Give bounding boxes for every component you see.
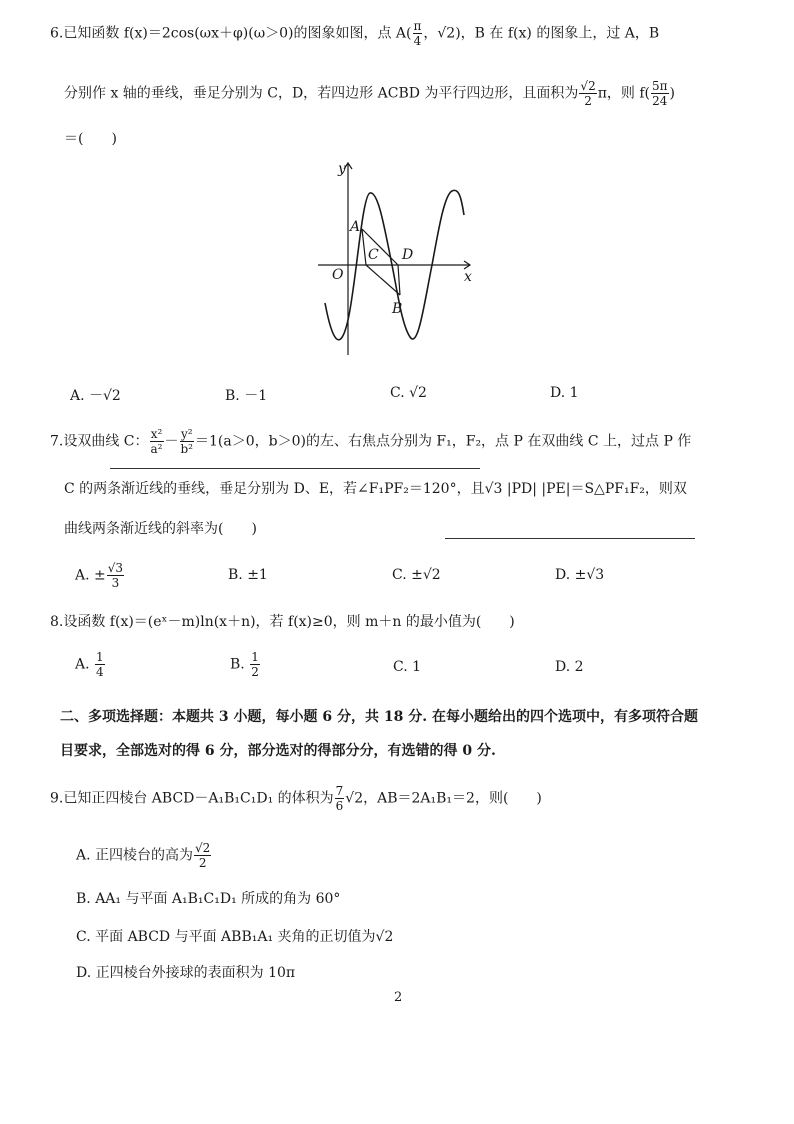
q7-option-a: A. ± $\frac{√3}{3}$: [75, 561, 124, 590]
q6-line2-end: ): [669, 85, 675, 102]
q7-line1-post: ＝1(a＞0，b＞0)的左、右焦点分别为 F₁，F₂，点 P 在双曲线 C 上，过点 P 作: [195, 433, 692, 450]
q9-option-b: B. AA₁ 与平面 A₁B₁C₁D₁ 所成的角为 60°: [76, 891, 341, 907]
q7-option-d: D. ±√3: [555, 567, 605, 583]
label-x: x: [464, 269, 472, 285]
q6-point-frac: $\frac{\pi}{4}$: [413, 19, 422, 48]
label-c: C: [368, 247, 379, 263]
q6-cosine-graph: [310, 155, 490, 365]
label-a: A: [350, 219, 361, 235]
label-y: y: [338, 161, 346, 177]
q6-line2-mid: π，则 f(: [597, 85, 650, 102]
q6-area-frac: $\frac{√2}{2}$: [580, 79, 596, 108]
q6-option-a: A. －√2: [70, 388, 121, 404]
page-number: 2: [394, 990, 403, 1005]
q6-text: 6.已知函数: [50, 25, 124, 42]
q8-option-b: B. $\frac{1}{2}$: [230, 650, 259, 679]
q9-vol-frac: $\frac{7}{6}$: [335, 784, 344, 813]
section2-line2: 目要求，全部选对的得 6 分，部分选对的得部分分，有选错的得 0 分.: [60, 743, 496, 759]
q8-line1: 8.设函数 f(x)＝(eˣ－m)ln(x＋n)，若 f(x)≥0，则 m＋n 的最小值为( ): [50, 614, 515, 630]
q6-line2-text: 分别作 x 轴的垂线，垂足分别为 C，D，若四边形 ACBD 为平行四边形，且面积为: [64, 85, 579, 102]
q6-line1: [50, 20, 659, 47]
q7-option-b: B. ±1: [228, 567, 268, 583]
q6-fx: f(x): [123, 25, 148, 42]
q6-eq: ＝2cos(ωx＋φ)(ω＞0)的图象如图，点 A(: [147, 25, 412, 42]
scan-artifact-line-2: [445, 538, 695, 539]
label-d: D: [402, 247, 414, 263]
q6-option-c: C. √2: [390, 385, 427, 401]
q6-point-rest: ，√2)，B 在 f(x) 的图象上，过 A，B: [423, 25, 660, 42]
q7-line3: 曲线两条渐近线的斜率为( ): [64, 521, 257, 537]
q7-option-c: C. ±√2: [392, 567, 441, 583]
label-b: B: [392, 301, 403, 317]
q9-text: 9.已知正四棱台 ABCD－A₁B₁C₁D₁ 的体积为: [50, 790, 334, 807]
q7-line1: [50, 428, 691, 455]
q6-line3: [64, 128, 117, 150]
q7-frac-x: $\frac{\text{x²}}{\text{a²}}$: [150, 427, 163, 456]
q9-option-c: C. 平面 ABCD 与平面 ABB₁A₁ 夹角的正切值为√2: [76, 929, 394, 945]
q9-line1: [50, 785, 542, 812]
scan-artifact-line: [110, 468, 480, 469]
q6-answer-blank: ＝( ): [64, 131, 117, 147]
label-o: O: [332, 267, 344, 283]
q9-line1-post: √2，AB＝2A₁B₁＝2，则( ): [345, 790, 542, 807]
q9-option-a: A. 正四棱台的高为 $\frac{√2}{2}$: [76, 841, 211, 870]
segment-ac: [362, 229, 366, 265]
q6-arg-frac: $\frac{5\pi}{24}$: [652, 79, 668, 108]
q6-line2: [64, 80, 675, 107]
q9-option-d: D. 正四棱台外接球的表面积为 10π: [76, 965, 296, 981]
q7-line2: C 的两条渐近线的垂线，垂足分别为 D、E，若∠F₁PF₂＝120°，且√3 |PD| |PE|＝S△PF₁F₂，则双: [64, 481, 687, 497]
q7-text: 7.设双曲线 C：: [50, 433, 149, 450]
q8-option-d: D. 2: [555, 659, 584, 675]
q7-frac-y: $\frac{\text{y²}}{\text{b²}}$: [180, 427, 193, 456]
q7-minus: －: [164, 433, 179, 450]
q8-option-c: C. 1: [393, 659, 422, 675]
q6-option-d: D. 1: [550, 385, 579, 401]
q8-option-a: A. $\frac{1}{4}$: [75, 650, 104, 679]
q6-option-b: B. －1: [225, 388, 268, 404]
section2-line1: 二、多项选择题：本题共 3 小题，每小题 6 分，共 18 分. 在每小题给出的四个选项中，有多项符合题: [60, 709, 698, 725]
segment-db: [398, 265, 400, 295]
